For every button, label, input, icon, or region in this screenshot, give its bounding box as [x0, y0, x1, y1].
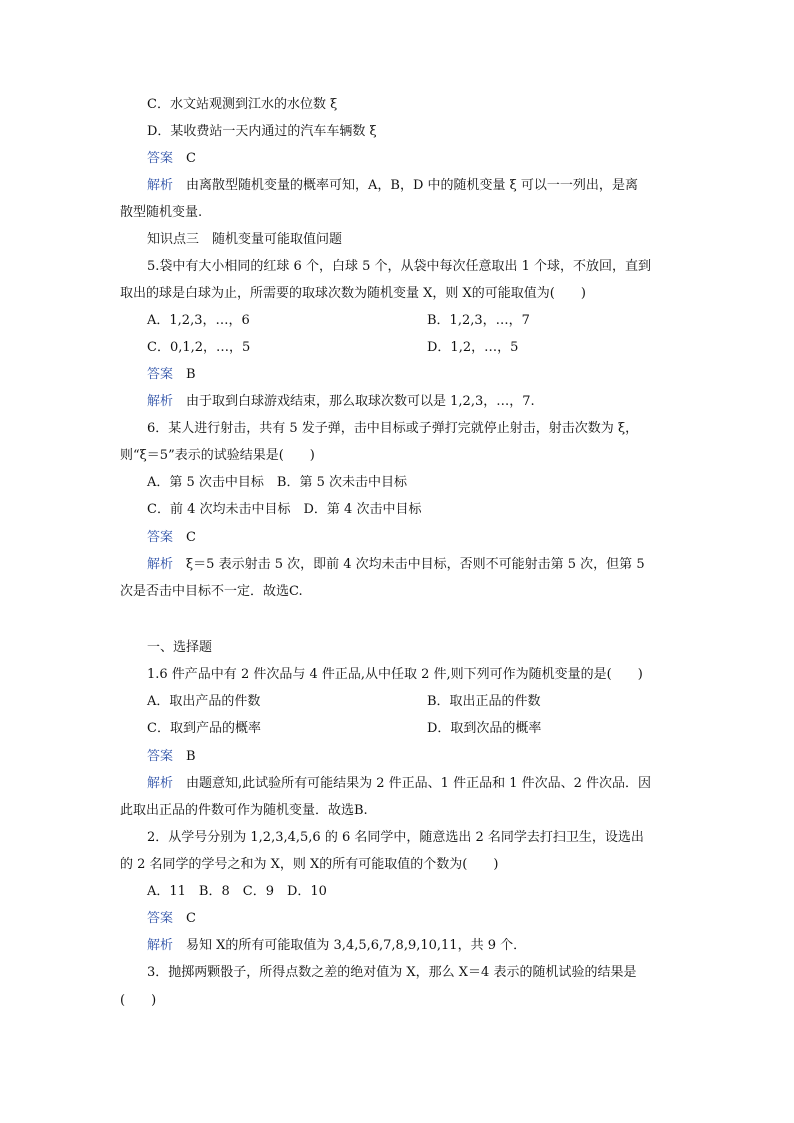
question-line: ( ) — [120, 993, 157, 1008]
analysis-line: 解析 由离散型随机变量的概率可知，A，B，D 中的随机变量 ξ 可以一一列出，是离 — [147, 178, 638, 193]
question-line: 5.袋中有大小相同的红球 6 个，白球 5 个，从袋中每次任意取出 1 个球，不放回，直到 — [147, 259, 652, 274]
section-heading: 一、选择题 — [147, 640, 213, 655]
option-line: C．取到产品的概率 — [147, 721, 261, 736]
answer-tag: 答案 — [147, 530, 174, 545]
option-line: A．11 B．8 C．9 D．10 — [147, 884, 327, 899]
question-line: 2．从学号分别为 1,2,3,4,5,6 的 6 名同学中，随意选出 2 名同学去打扫卫生，设选出 — [147, 830, 644, 845]
analysis-tag: 解析 — [147, 178, 174, 193]
analysis-tag: 解析 — [147, 776, 174, 791]
answer-line: 答案 C — [147, 151, 196, 166]
question-line: 取出的球是白球为止，所需要的取球次数为随机变量 X，则 X的可能取值为( ) — [120, 286, 586, 301]
answer-tag: 答案 — [147, 367, 174, 382]
question-line: 3．抛掷两颗骰子，所得点数之差的绝对值为 X，那么 X＝4 表示的随机试验的结果是 — [147, 965, 637, 980]
text-line: 此取出正品的件数可作为随机变量．故选B. — [120, 803, 368, 818]
analysis-line: 解析 易知 X的所有可能取值为 3,4,5,6,7,8,9,10,11，共 9 个． — [147, 938, 527, 953]
text-line: 散型随机变量. — [120, 205, 203, 220]
option-line: B．取出正品的件数 — [427, 694, 541, 709]
analysis-line: 解析 ξ＝5 表示射击 5 次，即前 4 次均未击中目标，否则不可能射击第 5 次，但第 5 — [147, 557, 645, 572]
option-line: D．取到次品的概率 — [427, 721, 542, 736]
option-line: A．1,2,3，…，6 — [147, 313, 250, 328]
option-line: C．0,1,2，…，5 — [147, 340, 251, 355]
analysis-tag: 解析 — [147, 394, 174, 409]
question-line: 1.6 件产品中有 2 件次品与 4 件正品,从中任取 2 件,则下列可作为随机变量的是( ) — [147, 667, 643, 682]
answer-line: 答案 C — [147, 911, 196, 926]
analysis-line: 解析 由于取到白球游戏结束，那么取球次数可以是 1,2,3，…，7. — [147, 394, 535, 409]
analysis-tag: 解析 — [147, 557, 174, 572]
question-line: 的 2 名同学的学号之和为 X，则 X的所有可能取值的个数为( ) — [120, 857, 499, 872]
option-line: D．1,2，…，5 — [427, 340, 519, 355]
answer-tag: 答案 — [147, 749, 174, 764]
answer-line: 答案 B — [147, 367, 196, 382]
option-c-line: C．水文站观测到江水的水位数 ξ — [147, 97, 338, 112]
analysis-line: 解析 由题意知,此试验所有可能结果为 2 件正品、1 件正品和 1 件次品、2 件次品．因 — [147, 776, 652, 791]
answer-line: 答案 B — [147, 749, 196, 764]
section-heading: 知识点三 随机变量可能取值问题 — [147, 232, 343, 247]
answer-line: 答案 C — [147, 530, 196, 545]
option-line: C．前 4 次均未击中目标 D．第 4 次击中目标 — [147, 502, 422, 517]
question-line: 则“ξ＝5”表示的试验结果是( ) — [120, 448, 315, 463]
analysis-tag: 解析 — [147, 938, 174, 953]
answer-tag: 答案 — [147, 911, 174, 926]
option-line: B．1,2,3，…，7 — [427, 313, 530, 328]
option-d-line: D．某收费站一天内通过的汽车车辆数 ξ — [147, 124, 377, 139]
answer-tag: 答案 — [147, 151, 174, 166]
option-line: A．第 5 次击中目标 B．第 5 次未击中目标 — [147, 475, 408, 490]
option-line: A．取出产品的件数 — [147, 694, 261, 709]
text-line: 次是否击中目标不一定．故选C. — [120, 584, 303, 599]
question-line: 6．某人进行射击，共有 5 发子弹，击中目标或子弹打完就停止射击，射击次数为 ξ， — [147, 421, 639, 436]
